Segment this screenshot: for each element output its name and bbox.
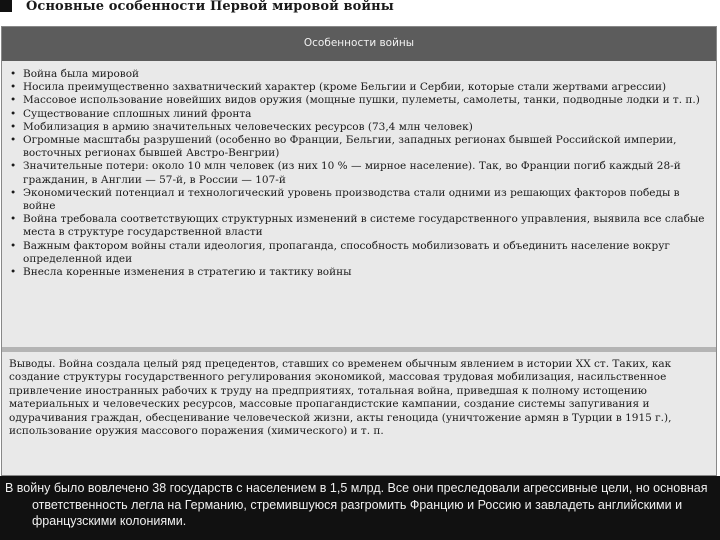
table-header-label: Особенности войны bbox=[303, 37, 415, 49]
feature-text: Огромные масштабы разрушений (особенно во Франции, Бельгии, западных регионах бывшей Российской империи, восточных регионах бывшей Австро-Венгрии) bbox=[23, 134, 677, 160]
feature-text: Носила преимущественно захватнический характер (кроме Бельгии и Сербии, которые стали жертвами агрессии) bbox=[23, 81, 667, 94]
list-item bbox=[9, 187, 709, 213]
list-item bbox=[9, 213, 709, 239]
feature-text: Внесла коренные изменения в стратегию и тактику войны bbox=[23, 266, 352, 279]
bullet-icon: • bbox=[10, 68, 17, 80]
list-item bbox=[9, 266, 709, 279]
bullet-icon: • bbox=[10, 239, 17, 252]
corner-marker bbox=[0, 0, 12, 12]
bullet-icon: • bbox=[10, 120, 17, 133]
list-item bbox=[9, 240, 709, 266]
list-item bbox=[9, 134, 709, 160]
summary-text: В войну было вовлечено 38 государств с населением в 1,5 млрд. Все они преследовали агрессивные цели, но основная ответственность легла на Германию, стремившуюся разгромить Францию и Россию и завладеть английскими и французскими колониями. bbox=[5, 481, 708, 528]
summary-footer bbox=[0, 476, 720, 540]
features-list bbox=[9, 68, 709, 279]
bullet-icon: • bbox=[10, 81, 17, 94]
table-header bbox=[2, 27, 716, 61]
section-divider bbox=[2, 347, 716, 352]
conclusion-paragraph: Выводы. Война создала целый ряд прецедентов, ставших со временем обычным явлением в истории XX ст. Таких, как создание структуры государственного регулирования экономикой, массовая трудовая мобилизация, насильственное привлечение иностранных рабочих к труду на предприятиях, тотальная война, приведшая к полному истощению материальных и человеческих ресурсов, массовые пропагандистские кампании, создание системы запугивания и одурачивания граждан, обесценивание человеческой жизни, акты геноцида (уничтожение армян в Турции в 1915 г.), использование оружия массового поражения (химического) и т. п. bbox=[9, 358, 672, 438]
bullet-icon: • bbox=[10, 186, 17, 199]
bullet-icon: • bbox=[10, 160, 17, 173]
feature-text: Массовое использование новейших видов оружия (мощные пушки, пулеметы, самолеты, танки, подводные лодки и т. п.) bbox=[23, 94, 700, 107]
bullet-icon: • bbox=[10, 134, 17, 147]
bullet-icon: • bbox=[10, 94, 17, 107]
bullet-icon: • bbox=[10, 213, 17, 226]
list-item bbox=[9, 108, 709, 121]
feature-text: Война требовала соответствующих структурных изменений в системе государственного управления, выявила все слабые места в структуре государственной власти bbox=[23, 213, 705, 239]
feature-text: Существование сплошных линий фронта bbox=[23, 107, 252, 120]
list-item bbox=[9, 68, 709, 81]
features-table bbox=[1, 26, 717, 476]
feature-text: Мобилизация в армию значительных человеческих ресурсов (73,4 млн человек) bbox=[23, 120, 473, 133]
list-item bbox=[9, 81, 709, 94]
list-item bbox=[9, 160, 709, 186]
feature-text: Война была мировой bbox=[23, 68, 140, 80]
page-title: Основные особенности Первой мировой войны bbox=[26, 0, 394, 14]
feature-text: Значительные потери: около 10 млн человек (из них 10 % — мирное население). Так, во Франции погиб каждый 28-й гражданин, в Англии — 57-й, в России — 107-й bbox=[23, 160, 681, 186]
bullet-icon: • bbox=[10, 266, 17, 279]
feature-text: Важным фактором войны стали идеология, пропаганда, способность мобилизовать и объединить население вокруг определенной идеи bbox=[23, 239, 670, 265]
bullet-icon: • bbox=[10, 107, 17, 120]
feature-text: Экономический потенциал и технологический уровень производства стали одними из решающих факторов победы в войне bbox=[23, 186, 680, 213]
list-item bbox=[9, 121, 709, 134]
list-item bbox=[9, 94, 709, 107]
